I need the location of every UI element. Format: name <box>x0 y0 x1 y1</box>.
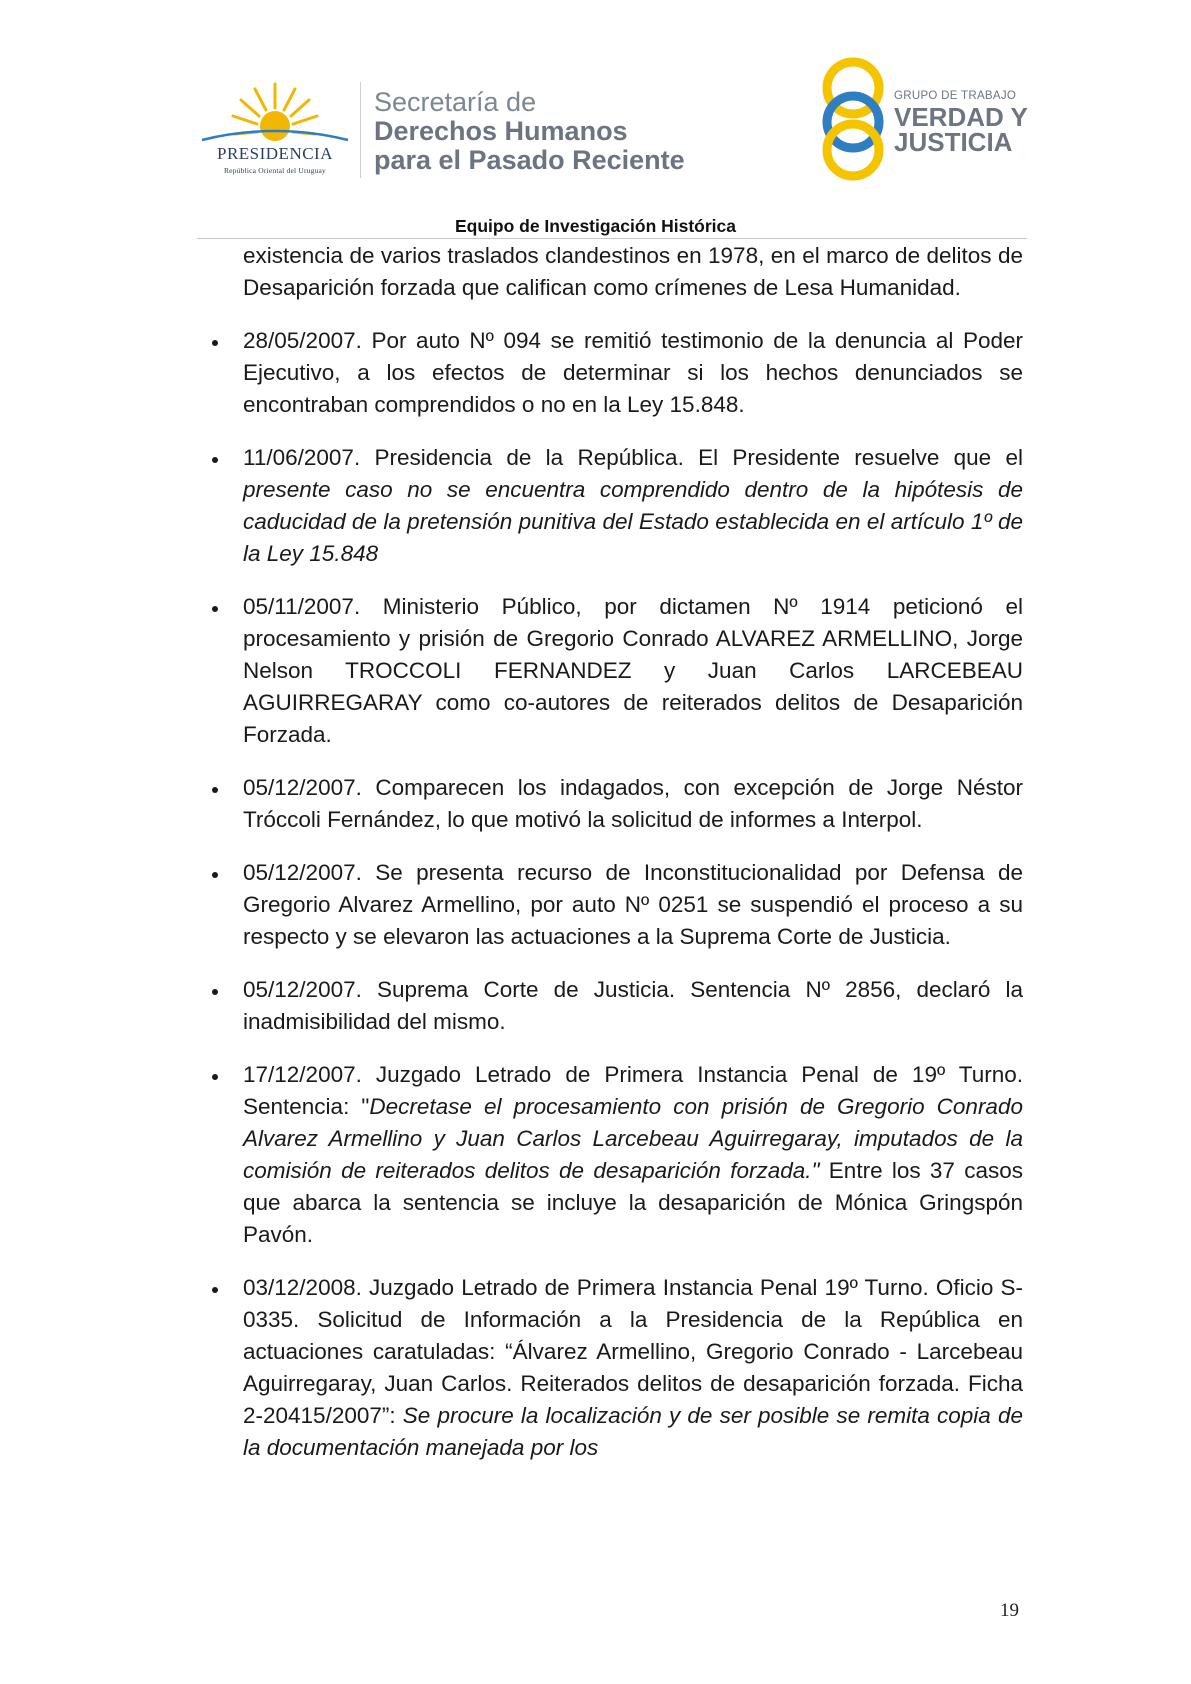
list-item-plain: 11/06/2007. Presidencia de la República. El Presidente resuelve que el <box>243 445 1023 470</box>
list-item-plain: 03/12/2008. Juzgado Letrado de Primera Instancia Penal 19º Turno. Oficio S-0335. Solicitud de Información a la Presidencia de la República en actuaciones caratuladas: “Álvarez Armellino, Gregorio Conrado - Larcebeau Aguirregaray, Juan Carlos. Reiterados delitos de desaparición forzada. Ficha 2-20415/2007”: <box>243 1275 1023 1428</box>
list-item-italic: Decretase el procesamiento con prisión de Gregorio Conrado Alvarez Armellino y Juan Carlos Larcebeau Aguirregaray, imputados de la comisión de reiterados delitos de desaparición forzada." <box>243 1094 1023 1183</box>
list-item <box>243 442 1023 570</box>
list-item-plain-after: Entre los 37 casos que abarca la sentencia se incluye la desaparición de Mónica Gringspón Pavón. <box>243 1158 1023 1247</box>
list-item-text <box>243 1272 1023 1464</box>
bullet-icon <box>212 989 218 995</box>
list-item-text <box>243 442 1023 570</box>
gt-verdad: VERDAD Y <box>894 102 1028 132</box>
secretaria-line-1: Secretaría de <box>374 87 537 117</box>
gt-label: GRUPO DE TRABAJO <box>894 90 1017 102</box>
gt-justicia: JUSTICIA <box>894 127 1013 157</box>
bullet-icon <box>212 1287 218 1293</box>
intro-paragraph: existencia de varios traslados clandestinos en 1978, en el marco de delitos de Desaparición forzada que califican como crímenes de Lesa Humanidad. <box>243 243 1023 300</box>
logo-divider <box>360 82 361 178</box>
presidencia-wordmark: PRESIDENCIA <box>216 144 333 163</box>
bullet-icon <box>212 787 218 793</box>
list-item-text: 05/12/2007. Suprema Corte de Justicia. Sentencia Nº 2856, declaró la inadmisibilidad del mismo. <box>243 977 1023 1034</box>
bullet-icon <box>212 872 218 878</box>
document-body <box>243 240 1023 1464</box>
bullet-icon <box>212 1074 218 1080</box>
presidencia-subtitle: República Oriental del Uruguay <box>223 166 326 175</box>
list-item <box>243 591 1023 751</box>
list-item-text: 05/12/2007. Comparecen los indagados, con excepción de Jorge Néstor Tróccoli Fernández, lo que motivó la solicitud de informes a Interpol. <box>243 775 1023 832</box>
rings-icon <box>818 56 888 182</box>
list-item-text: 05/12/2007. Se presenta recurso de Inconstitucionalidad por Defensa de Gregorio Alvarez Armellino, por auto Nº 0251 se suspendió el proceso a su respecto y se elevaron las actuaciones a la Suprema Corte de Justicia. <box>243 860 1023 949</box>
bullet-icon <box>212 606 218 612</box>
bullet-icon <box>212 340 218 346</box>
list-item <box>243 857 1023 953</box>
list-item <box>243 325 1023 421</box>
verdad-justicia-logo <box>818 56 1028 182</box>
secretaria-line-2: Derechos Humanos <box>374 116 628 146</box>
page-header <box>0 0 1191 240</box>
page-number: 19 <box>1000 1600 1019 1621</box>
list-item <box>243 1059 1023 1251</box>
presidencia-logo <box>196 78 354 178</box>
list-item-text: 05/11/2007. Ministerio Público, por dictamen Nº 1914 peticionó el procesamiento y prisión de Gregorio Conrado ALVAREZ ARMELLINO, Jorge Nelson TROCCOLI FERNANDEZ y Juan Carlos LARCEBEAU AGUIRREGARAY como co-autores de reiterados delitos de Desaparición Forzada. <box>243 594 1023 747</box>
bullet-icon <box>212 457 218 463</box>
list-item <box>243 974 1023 1038</box>
sun-icon <box>196 78 354 144</box>
list-item-italic: presente caso no se encuentra comprendido dentro de la hipótesis de caducidad de la pretensión punitiva del Estado establecida en el artículo 1º de la Ley 15.848 <box>243 477 1023 566</box>
list-item-text <box>243 1059 1023 1251</box>
list-item-plain: 17/12/2007. Juzgado Letrado de Primera Instancia Penal de 19º Turno. Sentencia: " <box>243 1062 1023 1119</box>
header-rule <box>197 238 1027 239</box>
list-item <box>243 1272 1023 1464</box>
secretaria-logo-text <box>374 88 685 175</box>
secretaria-line-3: para el Pasado Reciente <box>374 145 685 175</box>
list-item <box>243 772 1023 836</box>
list-item-text: 28/05/2007. Por auto Nº 094 se remitió testimonio de la denuncia al Poder Ejecutivo, a los efectos de determinar si los hechos denunciados se encontraban comprendidos o no en la Ley 15.848. <box>243 328 1023 417</box>
list-item-italic: Se procure la localización y de ser posible se remita copia de la documentación manejada por los <box>243 1403 1024 1460</box>
header-title: Equipo de Investigación Histórica <box>454 216 737 236</box>
